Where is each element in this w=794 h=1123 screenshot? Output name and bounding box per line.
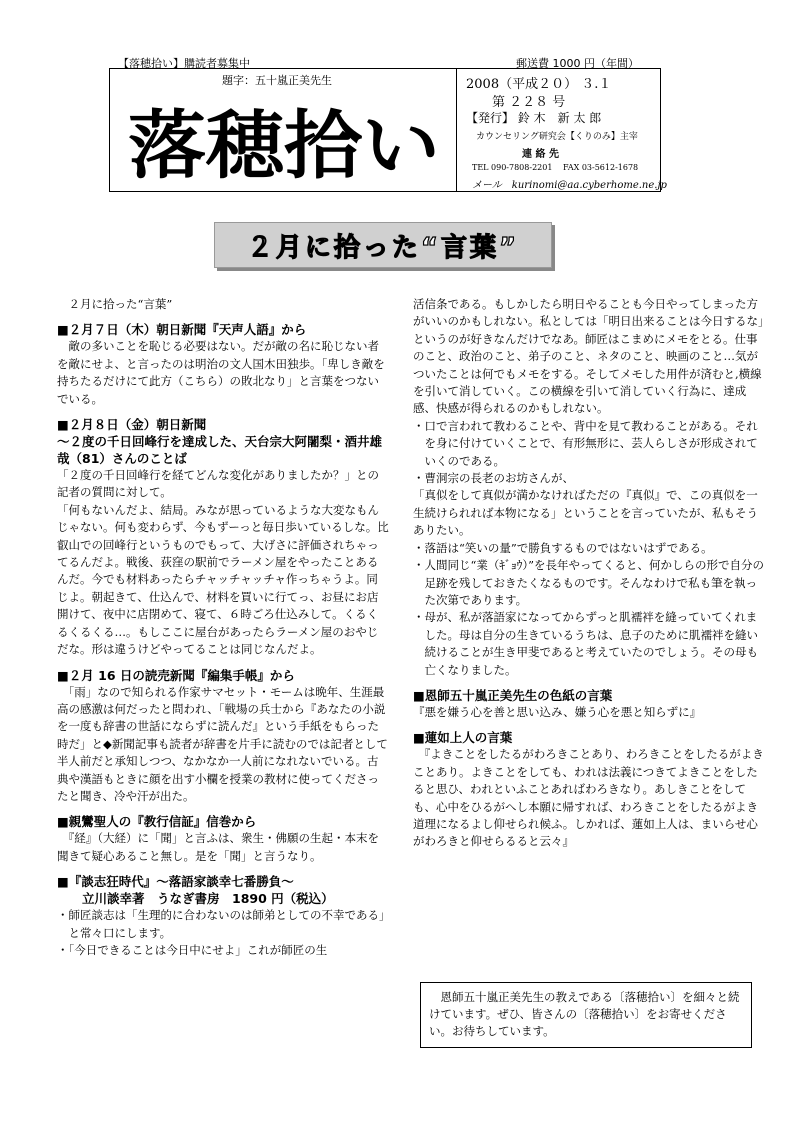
paragraph: 「２度の千日回峰行を経てどんな変化がありましたか？」との記者の質問に対して。 — [57, 468, 379, 500]
bullet-item: ・曹洞宗の長老のお坊さんが、 — [413, 471, 574, 486]
contact-label: 連 絡 先 — [522, 149, 559, 160]
bullet-item: ・師匠談志は「生理的に合わないのは師弟としての不幸である」と常々口にします。 — [57, 908, 385, 940]
section-gap — [57, 408, 389, 416]
section-heading: ■『談志狂時代』～落語家談幸七番勝負～ — [57, 874, 294, 890]
masthead-divider — [456, 69, 457, 191]
postage-fee: 郵送費 1000 円（年間） — [516, 57, 639, 70]
bullet-item: ・口で言われて教わることや、背中を見て教わることがある。それを身に付けていくことで、有形無形に、芸人らしさが形成されていくのである。 — [413, 418, 758, 468]
section-gap — [413, 721, 765, 729]
newsletter-title — [124, 95, 444, 183]
paragraph: 「雨」なので知られる作家サマセット・モームは晩年、生涯最高の感激は何だったと問われ、「戦場の兵士から『あなたの小説を一度も辞書の世話にならずに読んだ』という手紙をもらった時だ」と◆新聞記事も読者が辞書を片手に読むのでは記者として半人前だと承知しつつ、なかなか一人前になれないでいる。古典や漢語もときに顔を出す小欄を授業の教材に使ってくださったと聞き、冷や汗が出た。 — [57, 684, 388, 803]
organization: カウンセリング研究会【くりのみ】主宰 — [476, 132, 638, 142]
paragraph: 『悪を嫌う心を善と思い込み、嫌う心を悪と知らずに』 — [413, 704, 702, 719]
section-gap — [413, 679, 765, 687]
right-column — [413, 296, 765, 851]
bullet-item: ・「今日できることは今日中にせよ」これが師匠の生 — [57, 942, 328, 957]
newsletter-title-text: 落穂拾い — [128, 103, 440, 183]
issue-number: 第 ２２８ 号 — [492, 95, 566, 110]
subscription-notice: 【落穂拾い】購読者募集中 — [118, 57, 250, 70]
headline-text: ２月に拾った“言葉” — [246, 232, 520, 263]
issue-date: 2008（平成２０） ３.１ — [466, 77, 612, 92]
bullet-item: ・母が、私が落語家になってからずっと肌襦袢を縫っていてくれました。母は自分の生きているうちは、息子のために肌襦袢を縫い続けることが生き甲斐であると考えていたのでしょう。その母も亡くなりました。 — [413, 610, 758, 677]
section-heading: ■２月８日（金）朝日新聞 — [57, 417, 207, 433]
paragraph: 「真似をして真似が満かなければただの『真似』で、この真似を一生続けられれば本物になる」ということを言っていたが、私もそうありたい。 — [413, 488, 758, 538]
section-heading: ■２月 16 日の読売新聞『編集手帳』から — [57, 667, 295, 683]
contribution-notice: 恩師五十嵐正美先生の教えである〔落穂拾い〕を細々と続けています。ぜひ、皆さんの〔落穂拾い〕をお寄せください。お待ちしています。 — [420, 982, 752, 1048]
paragraph: 敵の多いことを恥じる必要はない。だが敵の名に恥じない者を敵にせよ、と言ったのは明治の文人国木田独歩。「卑しき敵を持ちたるだけにて此方（こちら）の敗北なり」と言葉をつないでいる。 — [57, 339, 385, 406]
section-heading: 立川談幸著 うなぎ書房 1890 円（税込） — [57, 891, 334, 907]
section-gap — [57, 313, 389, 321]
section-heading: ■親鸞聖人の『教行信証』信巻から — [57, 814, 257, 830]
headline-banner — [214, 222, 552, 268]
left-column — [57, 296, 389, 959]
paragraph: 『よきことをしたるがわろきことあり、わろきことをしたるがよきことあり。よきことをしても、われは法義につきてよきことをしたると思ひ、われといふことあればわろきなり。あしきことをしても、心中をひるがへし本願に帰すれば、わろきことをしたるがよき道理になるよし仰せられ候ふ。しかれば、蓮如上人は、まいらせ心がわろきと仰せらるると云々』 — [413, 747, 764, 849]
paragraph: 「何もないんだよ、結局。みなが思っているような大変なもんじゃない。何も変わらず、今もずーっと毎日歩いているしな。比叡山での回峰行というものでもって、大げさに評価されちゃってるんだよ。戦後、荻窪の駅前でラーメン屋をやったことあるんだ。今でも材料あったらチャッチャッチャ作っちゃうよ。同じよ。朝起きて、仕込んで、材料を買いに行てっ、お昼にお店開けて、夜中に店閉めて、寝て、６時ごろ仕込みして。くるくるくるくる…。もしここに屋台があったらラーメン屋のおやじだな。形は違うけどやってることは同じなんだよ。 — [57, 502, 389, 657]
section-heading: ■恩師五十嵐正美先生の色紙の言葉 — [413, 687, 613, 703]
section-heading: ■蓮如上人の言葉 — [413, 730, 513, 746]
tel-fax: TEL 090-7808-2201 FAX 03-5612-1678 — [472, 163, 639, 172]
publisher: 【発行】 鈴 木 新 太 郎 — [466, 111, 602, 125]
section-heading: ■２月７日（木）朝日新聞『天声人語』から — [57, 322, 307, 338]
section-heading: ～２度の千日回峰行を達成した、天台宗大阿闍梨・酒井雄哉（81）さんのことば — [57, 434, 383, 467]
masthead — [109, 68, 667, 192]
paragraph: 活信条である。もしかしたら明日やることも今日やってしまった方がいいのかもしれない。私としては「明日出来ることは今日するな」というのが好きなんだけでなあ。師匠はこまめにメモをとる。仕事のこと、政治のこと、弟子のこと、ネタのこと、映画のこと…気がついたことは何でもメモをする。そしてメモした用件が済むと,横線を引いて消していく。この横線を引いて消していく行為に、達成感、快感が得られるのかもしれない。 — [413, 297, 764, 416]
section-gap — [57, 805, 389, 813]
paragraph: ２月に拾った“言葉” — [57, 297, 173, 311]
paragraph: 『経』（大経）に「聞」と言ふは、衆生・佛願の生起・本末を聞きて疑心あること無し。是を「聞」と言うなり。 — [57, 831, 379, 863]
section-gap — [57, 659, 389, 667]
bullet-item: ・落語は“笑いの量”で勝負するものではないはずである。 — [413, 540, 713, 555]
calligraphy-credit: 題字：五十嵐正美先生 — [222, 74, 332, 87]
bullet-item: ・人間同じ“業（ｷﾞｮｳ）”を長年やってくると、何かしらの形で自分の足跡を残しておきたくなるものです。そんなわけで私も筆を執った次第であります。 — [413, 558, 765, 607]
section-gap — [57, 865, 389, 873]
email-address: メール kurinomi@aa.cyberhome.ne.jp — [472, 180, 667, 191]
